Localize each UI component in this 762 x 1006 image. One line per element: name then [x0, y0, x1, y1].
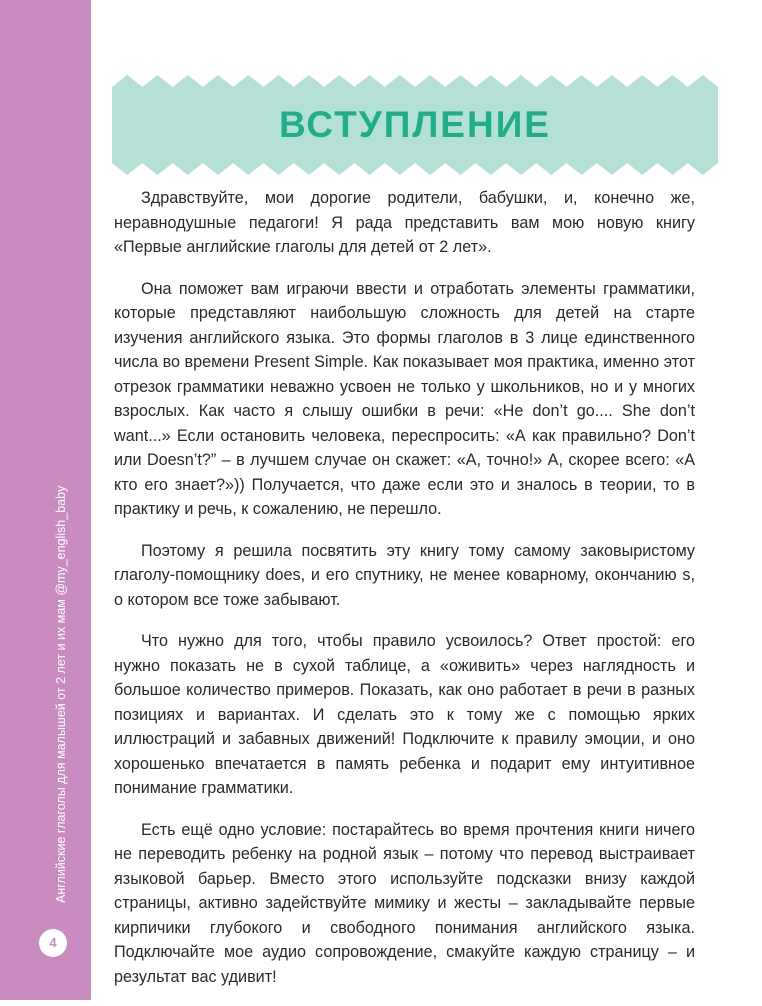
paragraph: Что нужно для того, чтобы правило усвоилось? Ответ простой: его нужно показать не в сухой таблице, а «оживить» через наглядность и большое количество примеров. Показать, как оно работает в речи в разных позициях и вариантах. И сделать это к тому же с помощью ярких иллюстраций и забавных движений! Подключите к правилу эмоции, и оно хорошенько впечатается в память ребенка и подарит ему интуитивное понимание грамматики. — [114, 632, 695, 797]
heading-banner — [112, 75, 718, 175]
body-text — [114, 186, 695, 1006]
paragraph: Есть ещё одно условие: постарайтесь во время прочтения книги ничего не переводить ребенку на родной язык – потому что перевод выстраивает языковой барьер. Вместо этого используйте подсказки внизу каждой страницы, активно задействуйте мимику и жесты – закладывайте первые кирпичики глубокого и свободного понимания английского языка. Подключайте мое аудио сопровождение, смакуйте каждую страницу – и результат вас удивит! — [114, 820, 695, 986]
paragraph: Она поможет вам играючи ввести и отработать элементы грамматики, которые представляют наибольшую сложность для детей на старте изучения английского языка. Это формы глаголов в 3 лице единственного числа во времени Present Simple. Как показывает моя практика, именно этот отрезок грамматики неважно усвоен не только у школьников, но и у многих взрослых. Как часто я слышу ошибки в речи: «He don’t go.... She don’t want...» Если остановить человека, переспросить: «А как правильно? Don’t или Doesn’t?” – в лучшем случае он скажет: «А, точно!» А, скорее всего: «А кто его знает?»)) Получается, что даже если это и зналось в теории, то в практику и речь, к сожалению, не перешло. — [114, 279, 695, 518]
paragraph: Здравствуйте, мои дорогие родители, бабушки, и, конечно же, неравнодушные педагоги! Я рада представить вам мою новую книгу «Первые английские глаголы для детей от 2 лет». — [114, 189, 695, 256]
side-bar — [0, 0, 91, 1000]
paragraph: Поэтому я решила посвятить эту книгу тому самому заковыристому глаголу-помощнику does, и его спутнику, не менее коварному, окончанию s, о котором все тоже забывают. — [114, 541, 695, 609]
page-number: 4 — [39, 929, 67, 957]
page-title: ВСТУПЛЕНИЕ — [279, 104, 551, 145]
side-caption: Английские глаголы для малышей от 2 лет и их мам @my_english_baby — [54, 485, 68, 903]
